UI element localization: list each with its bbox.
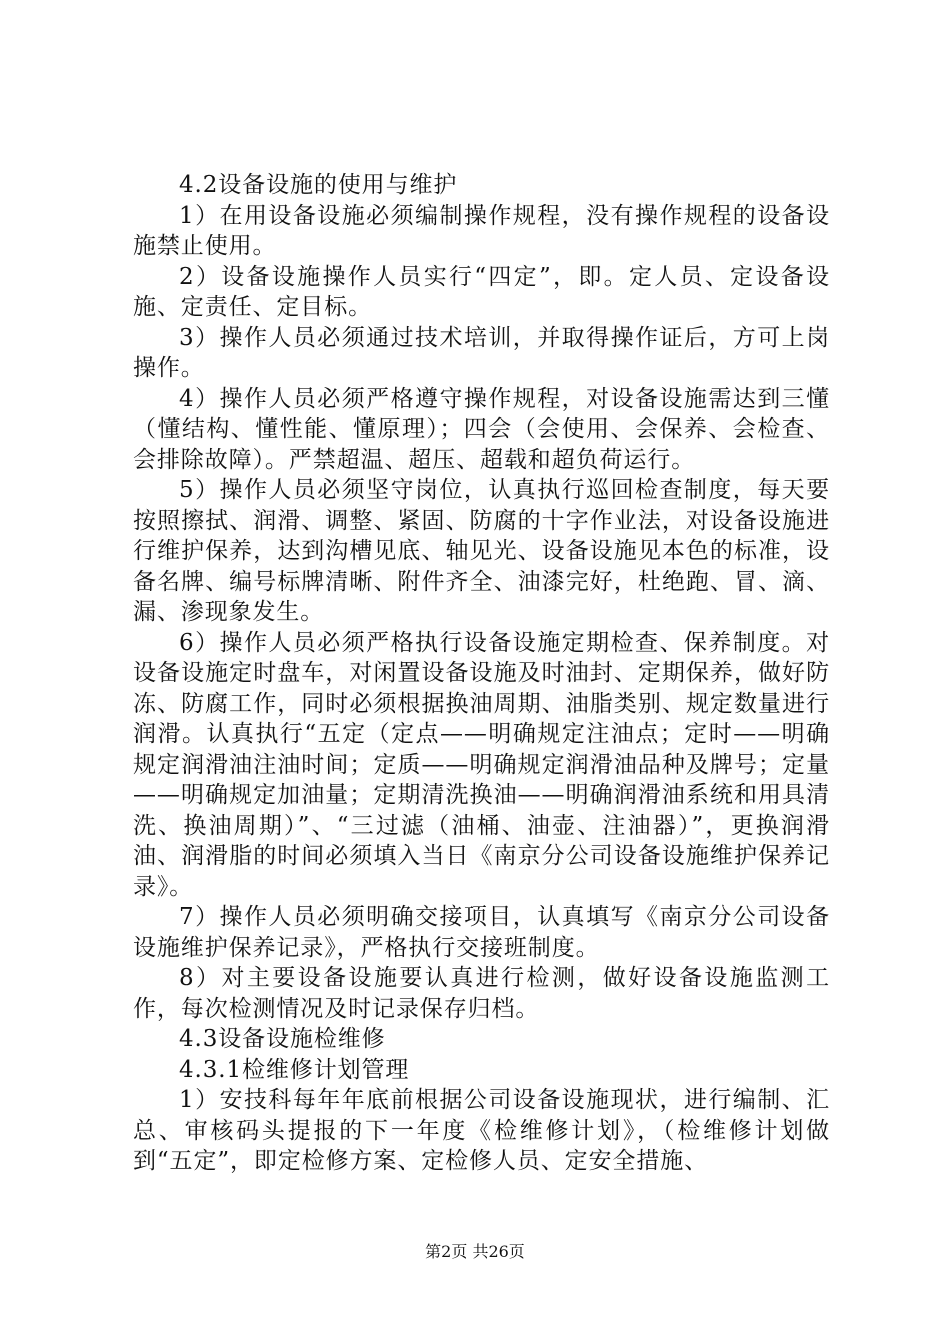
paragraph-item-7: 7）操作人员必须明确交接项目，认真填写《南京分公司设备设施维护保养记录》，严格执行交接班制度。: [133, 904, 830, 961]
paragraph-item-8: 8）对主要设备设施要认真进行检测，做好设备设施监测工作，每次检测情况及时记录保存归档。: [133, 965, 830, 1022]
section-heading-4-2: 4.2设备设施的使用与维护: [179, 172, 458, 198]
paragraph-item-4: 4）操作人员必须严格遵守操作规程，对设备设施需达到三懂（懂结构、懂性能、懂原理）；四会（会使用、会保养、会检查、会排除故障）。严禁超温、超压、超载和超负荷运行。: [133, 385, 830, 473]
section-heading-4-3: 4.3设备设施检维修: [179, 1026, 386, 1052]
paragraph-item-3: 3）操作人员必须通过技术培训，并取得操作证后，方可上岗操作。: [133, 324, 830, 381]
paragraph-plan-item-1: 1）安技科每年年底前根据公司设备设施现状，进行编制、汇总、审核码头提报的下一年度《检维修计划》，（检维修计划做到“五定”，即定检修方案、定检修人员、定安全措施、: [133, 1087, 830, 1174]
paragraph-item-1: 1）在用设备设施必须编制操作规程，没有操作规程的设备设施禁止使用。: [133, 202, 830, 259]
paragraph-item-2: 2）设备设施操作人员实行“四定”，即。定人员、定设备设施、定责任、定目标。: [133, 263, 830, 320]
document-body: [133, 170, 830, 1177]
page-number-footer: 第2页 共26页: [425, 1242, 525, 1261]
paragraph-item-6: 6）操作人员必须严格执行设备设施定期检查、保养制度。对设备设施定时盘车，对闲置设备设施及时油封、定期保养，做好防冻、防腐工作，同时必须根据换油周期、油脂类别、规定数量进行润滑。认真执行“五定（定点——明确规定注油点；定时——明确规定润滑油注油时间；定质——明确规定润滑油品种及牌号；定量——明确规定加油量；定期清洗换油——明确润滑油系统和用具清洗、换油周期）”、“三过滤（油桶、油壶、注油器）”，更换润滑油、润滑脂的时间必须填入当日《南京分公司设备设施维护保养记录》。: [133, 629, 830, 900]
subsection-heading-4-3-1: 4.3.1检维修计划管理: [179, 1056, 410, 1083]
paragraph-item-5: 5）操作人员必须坚守岗位，认真执行巡回检查制度，每天要按照擦拭、润滑、调整、紧固、防腐的十字作业法，对设备设施进行维护保养，达到沟槽见底、轴见光、设备设施见本色的标准，设备名牌、编号标牌清晰、附件齐全、油漆完好，杜绝跑、冒、滴、漏、渗现象发生。: [133, 477, 830, 625]
